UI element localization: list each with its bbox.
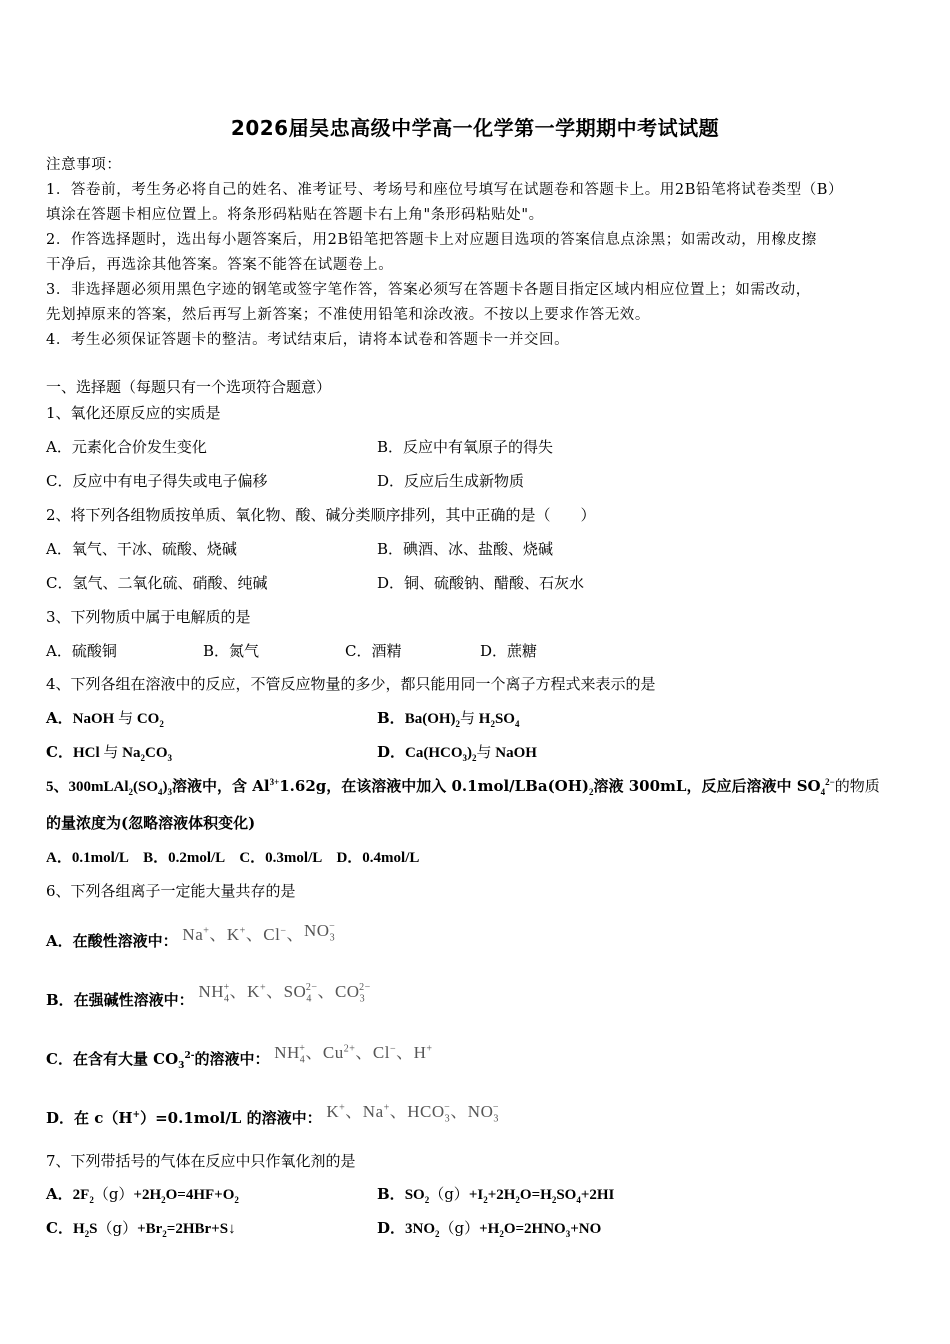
option-a: A．元素化合价发生变化	[46, 438, 207, 456]
question-7-stem: 7、下列带括号的气体在反应中只作氧化剂的是	[46, 1152, 356, 1170]
option-c: C．在含有大量 $CO_3^{2-}$的溶液中： $NH_4^+$、$Cu^{2+}$、Cl−、H+	[46, 1043, 433, 1071]
question-2-stem: 2、将下列各组物质按单质、氧化物、酸、碱分类顺序排列，其中正确的是（ ）	[46, 506, 596, 524]
option-b: B．$Ba(OH)_2$与 $H_2SO_4$	[377, 709, 520, 729]
ion-list: Na+、K+、Cl−、$NO_3^-$	[182, 921, 336, 944]
option-b: B．氮气	[203, 642, 260, 660]
notice-line: 1．答卷前，考生务必将自己的姓名、准考证号、考场号和座位号填写在试题卷和答题卡上。用2B铅笔将试卷类型（B）	[46, 182, 844, 198]
question-5-options: A．0.1mol/L B．0.2mol/L C．0.3mol/L D．0.4mol/L	[46, 850, 420, 866]
option-b: B．在强碱性溶液中： $NH_4^+$、K+、$SO_4^{2-}$、$CO_3^{2-}$	[46, 982, 371, 1009]
question-1-stem: 1、氧化还原反应的实质是	[46, 404, 221, 422]
question-3-stem: 3、下列物质中属于电解质的是	[46, 608, 251, 626]
notice-heading: 注意事项：	[46, 157, 122, 173]
question-4-stem: 4、下列各组在溶液中的反应，不管反应物量的多少，都只能用同一个离子方程式来表示的是	[46, 675, 656, 693]
option-d: D．$Ca(HCO_3)_2$与 NaOH	[377, 743, 537, 763]
option-b: B．$SO_2(g)+I_2+2H_2O=H_2SO_4+2HI$	[377, 1185, 615, 1205]
notice-line: 先划掉原来的答案，然后再写上新答案；不准使用铅笔和涂改液。不按以上要求作答无效。	[46, 307, 650, 323]
page-title: 2026届吴忠高级中学高一化学第一学期期中考试试题	[230, 116, 720, 140]
option-a: A．氧气、干冰、硫酸、烧碱	[46, 540, 237, 558]
question-5-stem: 5、$300mLAl_2(SO_4)_3$溶液中，含 $Al^{3+}1.62g$，在该溶液中加入 $0.1mol/LBa(OH)_2$溶液 300mL，反应后溶液中 $SO_4^{2-}$的物质	[46, 777, 880, 797]
question-5-stem-line2: 的量浓度为(忽略溶液体积变化)	[46, 814, 256, 832]
option-c: C．$H_2S(g)+Br_2=2HBr+S↓$	[46, 1219, 236, 1239]
notice-line: 填涂在答题卡相应位置上。将条形码粘贴在答题卡右上角"条形码粘贴处"。	[46, 207, 544, 223]
ion-list: $NH_4^+$、K+、$SO_4^{2-}$、$CO_3^{2-}$	[198, 982, 371, 1005]
notice-line: 3．非选择题必须用黑色字迹的钢笔或签字笔作答，答案必须写在答题卡各题目指定区域内相应位置上；如需改动，	[46, 282, 811, 298]
option-a: A．$2F_2(g)+2H_2O=4HF+O_2$	[46, 1185, 239, 1205]
ion-list: $NH_4^+$、$Cu^{2+}$、Cl−、H+	[274, 1043, 433, 1066]
option-c: C．酒精	[345, 642, 402, 660]
notice-line: 2．作答选择题时，选出每小题答案后，用2B铅笔把答题卡上对应题目选项的答案信息点涂黑；如需改动，用橡皮擦	[46, 232, 817, 248]
option-c: C．HCl 与 $Na_2CO_3$	[46, 743, 172, 763]
option-a: A．NaOH 与 $CO_2$	[46, 709, 164, 729]
option-b: B．碘酒、冰、盐酸、烧碱	[377, 540, 554, 558]
option-a: A．硫酸铜	[46, 642, 117, 660]
option-d: D．蔗糖	[480, 642, 538, 660]
notice-line: 4．考生必须保证答题卡的整洁。考试结束后，请将本试卷和答题卡一并交回。	[46, 332, 570, 348]
section-heading: 一、选择题（每题只有一个选项符合题意）	[46, 378, 332, 396]
notice-line: 干净后，再选涂其他答案。答案不能答在试题卷上。	[46, 257, 394, 273]
option-b: B．反应中有氧原子的得失	[377, 438, 554, 456]
option-d: D．铜、硫酸钠、醋酸、石灰水	[377, 574, 585, 592]
option-a: A．在酸性溶液中： Na+、K+、Cl−、$NO_3^-$	[46, 921, 336, 950]
option-c: C．氢气、二氧化硫、硝酸、纯碱	[46, 574, 268, 592]
option-c: C．反应中有电子得失或电子偏移	[46, 472, 268, 490]
ion-list: K+、Na+、$HCO_3^-$、$NO_3^-$	[326, 1102, 500, 1125]
question-6-stem: 6、下列各组离子一定能大量共存的是	[46, 882, 296, 900]
option-d: D．$3NO_2(g)+H_2O=2HNO_3+NO$	[377, 1219, 602, 1239]
option-d: D．在 c（H+）=0.1mol/L 的溶液中： K+、Na+、$HCO_3^-$、$NO_3^-$	[46, 1102, 500, 1127]
option-d: D．反应后生成新物质	[377, 472, 525, 490]
